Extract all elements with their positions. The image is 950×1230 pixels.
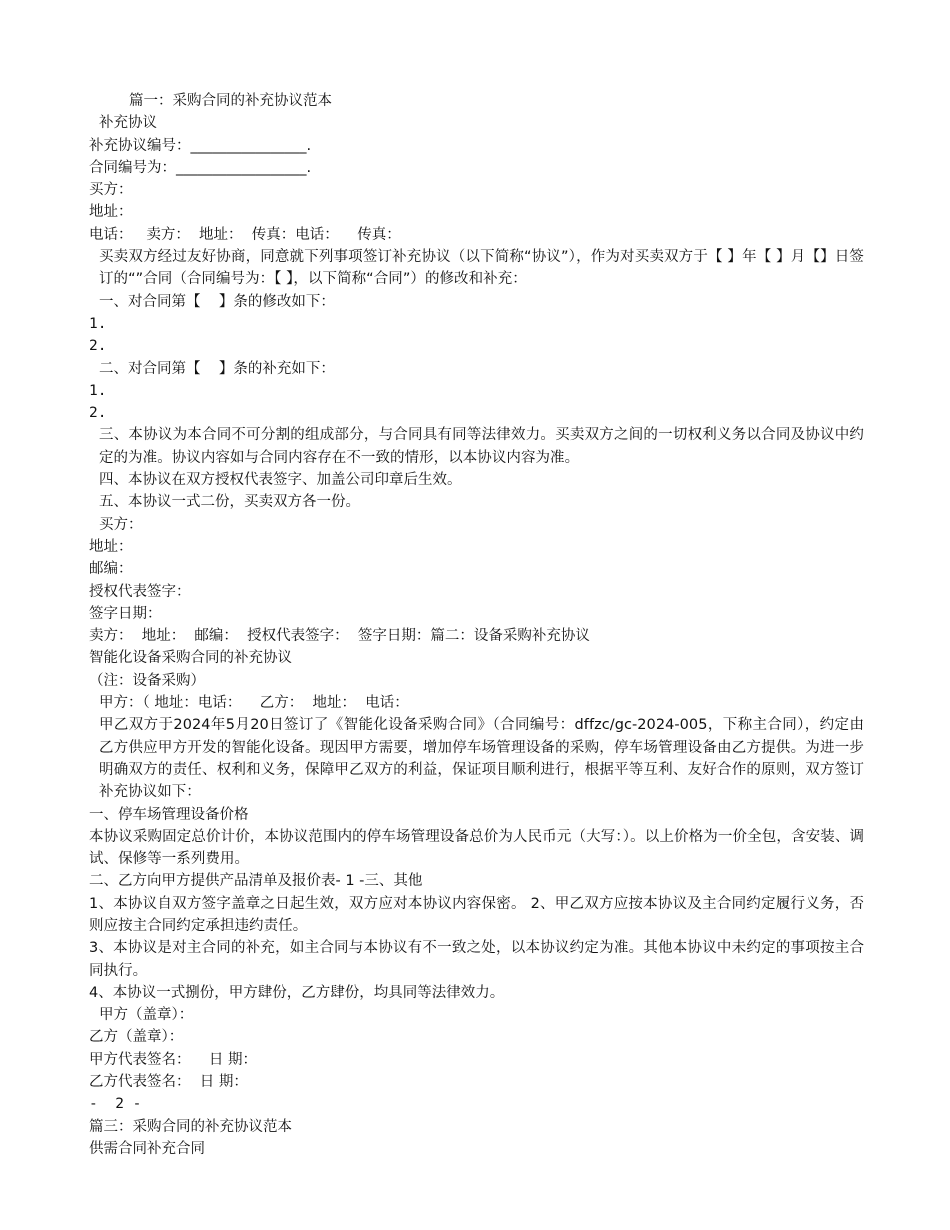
section-2-note: （注：设备采购） xyxy=(89,672,205,689)
other-item-3: 3、本协议是对主合同的补充，如主合同与本协议有不一致之处，以本协议约定为准。其他本协议中未约定的事项按主合同执行。 xyxy=(89,940,864,979)
signature-buyer: 买方： xyxy=(99,516,143,533)
price-paragraph: 本协议采购固定总价计价，本协议范围内的停车场管理设备总价为人民币元（大写：）。以上价格为一价全包，含安装、调试、保修等一系列费用。 xyxy=(89,828,864,868)
list-item: 2. xyxy=(89,338,107,355)
background-paragraph: 甲乙双方于2024年5月20日签订了《智能化设备采购合同》（合同编号：dffzc/gc-2024-005，下称主合同），约定由乙方供应甲方开发的智能化设备。现因甲方需要，增加停车场管理设备的采购，停车场管理设备由乙方提供。为进一步明确双方的责任、权利和义务，保障甲乙双方的利益，保证项目顺利进行，根据平等互利、友好合作的原则，双方签订补充协议如下： xyxy=(99,717,864,801)
parties-line: 甲方：（ 地址：电话： 乙方： 地址： 电话： xyxy=(99,695,409,712)
section-heading-1: 篇一：采购合同的补充协议范本 xyxy=(129,93,332,109)
section-heading-3: 篇三：采购合同的补充协议范本 xyxy=(89,1118,292,1135)
other-item-4: 4、本协议一式捌份，甲方肆份，乙方肆份，均具同等法律效力。 xyxy=(89,984,505,1001)
signature-representative: 授权代表签字： xyxy=(89,583,191,600)
doc-title: 补充协议 xyxy=(99,115,157,132)
party-b-signature: 乙方代表签名： 日 期： xyxy=(89,1074,248,1091)
clause-3-paragraph: 三、本协议为本合同不可分割的组成部分，与合同具有同等法律效力。买卖双方之间的一切权利义务以合同及协议中约定的为准。协议内容如与合同内容存在不一致的情形，以本协议内容为准。 xyxy=(99,427,864,466)
signature-date: 签字日期： xyxy=(89,605,162,622)
page-number: - 2 - xyxy=(89,1096,142,1113)
list-item: 2. xyxy=(89,405,107,422)
clause-2-heading: 二、对合同第【 】条的补充如下： xyxy=(99,360,335,377)
party-b-seal: 乙方（盖章）： xyxy=(89,1029,184,1046)
list-item: 1. xyxy=(89,315,107,332)
party-a-signature: 甲方代表签名： 日 期： xyxy=(89,1051,258,1068)
signature-postcode: 邮编： xyxy=(89,561,133,578)
seller-and-section-2-line: 卖方： 地址： 邮编： 授权代表签字： 签字日期：篇二：设备采购补充协议 xyxy=(89,628,590,645)
contact-line: 电话： 卖方： 地址： 传真：电话： 传真： xyxy=(89,226,401,243)
clause-4-line: 四、本协议在双方授权代表签字、加盖公司印章后生效。 xyxy=(99,472,462,489)
section-3-title: 供需合同补充合同 xyxy=(89,1140,205,1157)
contract-number-line: 合同编号为：__________________. xyxy=(89,159,312,176)
party-a-seal: 甲方（盖章）： xyxy=(99,1007,194,1024)
price-heading: 一、停车场管理设备价格 xyxy=(89,806,249,823)
intro-paragraph: 买卖双方经过友好协商，同意就下列事项签订补充协议（以下简称“协议”），作为对买卖双方于【 】年【 】月【】日签订的“”合同（合同编号为：【 】，以下简称“合同”）的修改和补充： xyxy=(99,249,864,288)
address-line: 地址： xyxy=(89,204,133,221)
clause-5-line: 五、本协议一式二份，买卖双方各一份。 xyxy=(99,494,360,511)
list-item: 1. xyxy=(89,382,107,399)
product-list-line: 二、乙方向甲方提供产品清单及报价表- 1 -三、其他 xyxy=(89,873,423,890)
buyer-line: 买方： xyxy=(89,182,133,199)
other-item-1-2: 1、本协议自双方签字盖章之日起生效，双方应对本协议内容保密。 2、甲乙双方应按本协议及主合同约定履行义务，否则应按主合同约定承担违约责任。 xyxy=(89,895,864,934)
signature-address: 地址： xyxy=(89,538,133,555)
section-2-title: 智能化设备采购合同的补充协议 xyxy=(89,650,292,667)
clause-1-heading: 一、对合同第【 】条的修改如下： xyxy=(99,293,335,310)
agreement-number-line: 补充协议编号：________________. xyxy=(89,137,312,154)
document-body xyxy=(89,90,864,1160)
